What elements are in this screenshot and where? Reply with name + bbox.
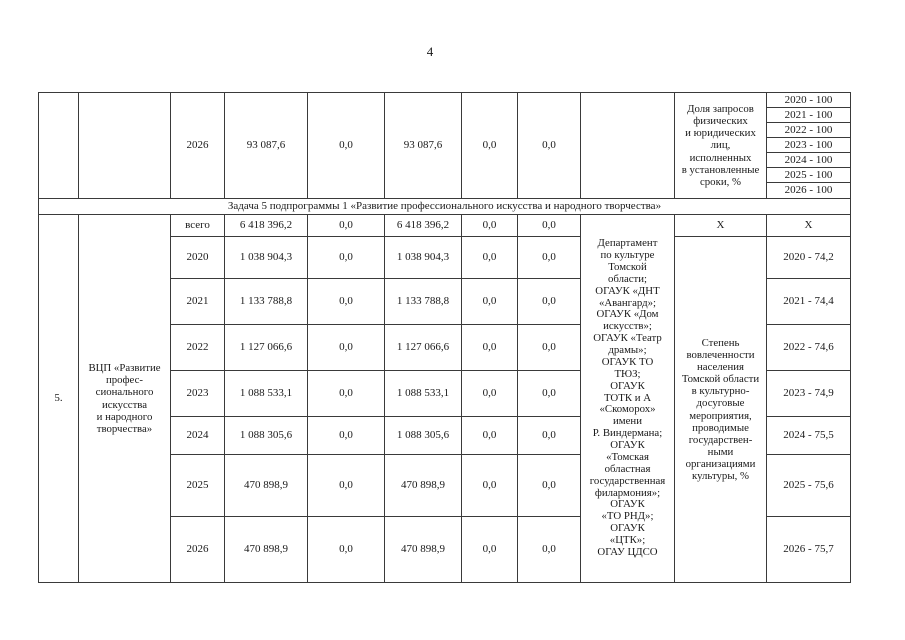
other-cell: 0,0 [518,279,581,325]
target-values-cell [767,93,851,199]
other-cell: 0,0 [518,93,581,199]
target-value: 2022 - 100 [767,123,850,138]
regional-cell: 1 127 066,6 [385,325,462,371]
federal-cell: 0,0 [308,417,385,455]
target-cell: 2026 - 75,7 [767,517,851,583]
year-cell: 2022 [171,325,225,371]
task-header-row [39,199,851,215]
target-cell: 2022 - 74,6 [767,325,851,371]
year-cell: 2024 [171,417,225,455]
federal-cell: 0,0 [308,279,385,325]
target-cell: 2023 - 74,9 [767,371,851,417]
program-table [38,92,851,583]
total-cell: 1 088 533,1 [225,371,308,417]
local-cell: 0,0 [462,237,518,279]
target-cell: 2025 - 75,6 [767,455,851,517]
local-cell: 0,0 [462,517,518,583]
total-cell: 1 133 788,8 [225,279,308,325]
year-cell: 2025 [171,455,225,517]
other-cell: 0,0 [518,455,581,517]
regional-cell: 470 898,9 [385,455,462,517]
executor-cell [581,93,675,199]
executor-list: Департамент по культуре Томской области; ОГАУК «ДНТ «Авангард»; ОГАУК «Дом искусств»; ОГАУК «Театр драмы»; ОГАУК ТО ТЮЗ; ОГАУК ТОТК и А «Скоморох» имени Р. Виндермана; ОГАУК «Томская областная государственная филармония»; ОГАУК «ТО РНД»; ОГАУК «ЦТК»; ОГАУ ЦДСО [581,215,675,583]
target-value: 2023 - 100 [767,138,850,153]
year-cell: 2023 [171,371,225,417]
regional-cell: 6 418 396,2 [385,215,462,237]
total-cell: 1 038 904,3 [225,237,308,279]
target-cell: 2020 - 74,2 [767,237,851,279]
other-cell: 0,0 [518,517,581,583]
federal-cell: 0,0 [308,455,385,517]
target-value: 2025 - 100 [767,168,850,183]
indicator-cell: Доля запросов физических и юридических лиц, исполненных в установленные сроки, % [675,93,767,199]
target-value: 2024 - 100 [767,153,850,168]
regional-cell: 470 898,9 [385,517,462,583]
local-cell: 0,0 [462,279,518,325]
regional-cell: 1 088 305,6 [385,417,462,455]
target-cell: X [767,215,851,237]
year-cell: 2026 [171,93,225,199]
table-row [39,93,851,199]
year-cell: 2020 [171,237,225,279]
target-cell: 2024 - 75,5 [767,417,851,455]
other-cell: 0,0 [518,417,581,455]
federal-cell: 0,0 [308,93,385,199]
other-cell: 0,0 [518,325,581,371]
program-name-cell [79,93,171,199]
table-row [39,215,851,237]
year-cell: 2021 [171,279,225,325]
total-cell: 6 418 396,2 [225,215,308,237]
regional-cell: 1 038 904,3 [385,237,462,279]
local-cell: 0,0 [462,93,518,199]
target-value: 2021 - 100 [767,108,850,123]
program-name: ВЦП «Развитие профес- сионального искусства и народного творчества» [79,215,171,583]
federal-cell: 0,0 [308,325,385,371]
regional-cell: 1 088 533,1 [385,371,462,417]
local-cell: 0,0 [462,371,518,417]
regional-cell: 93 087,6 [385,93,462,199]
target-value: 2026 - 100 [784,184,833,196]
indicator-mark: X [675,215,767,237]
local-cell: 0,0 [462,215,518,237]
row-number-cell [39,93,79,199]
section-number: 5. [39,215,79,583]
total-cell: 470 898,9 [225,455,308,517]
year-cell: всего [171,215,225,237]
task-header: Задача 5 подпрограммы 1 «Развитие профессионального искусства и народного творчества» [39,199,851,215]
regional-cell: 1 133 788,8 [385,279,462,325]
target-cell: 2021 - 74,4 [767,279,851,325]
other-cell: 0,0 [518,215,581,237]
local-cell: 0,0 [462,325,518,371]
target-value: 2020 - 100 [767,93,850,108]
federal-cell: 0,0 [308,517,385,583]
federal-cell: 0,0 [308,215,385,237]
other-cell: 0,0 [518,237,581,279]
local-cell: 0,0 [462,455,518,517]
page-number: 4 [426,44,434,59]
total-cell: 93 087,6 [225,93,308,199]
other-cell: 0,0 [518,371,581,417]
indicator-description: Степень вовлеченности населения Томской области в культурно- досуговые мероприятия, проводимые государствен- ными организациями культуры, % [675,237,767,583]
total-cell: 1 127 066,6 [225,325,308,371]
total-cell: 1 088 305,6 [225,417,308,455]
local-cell: 0,0 [462,417,518,455]
total-cell: 470 898,9 [225,517,308,583]
year-cell: 2026 [171,517,225,583]
federal-cell: 0,0 [308,371,385,417]
federal-cell: 0,0 [308,237,385,279]
